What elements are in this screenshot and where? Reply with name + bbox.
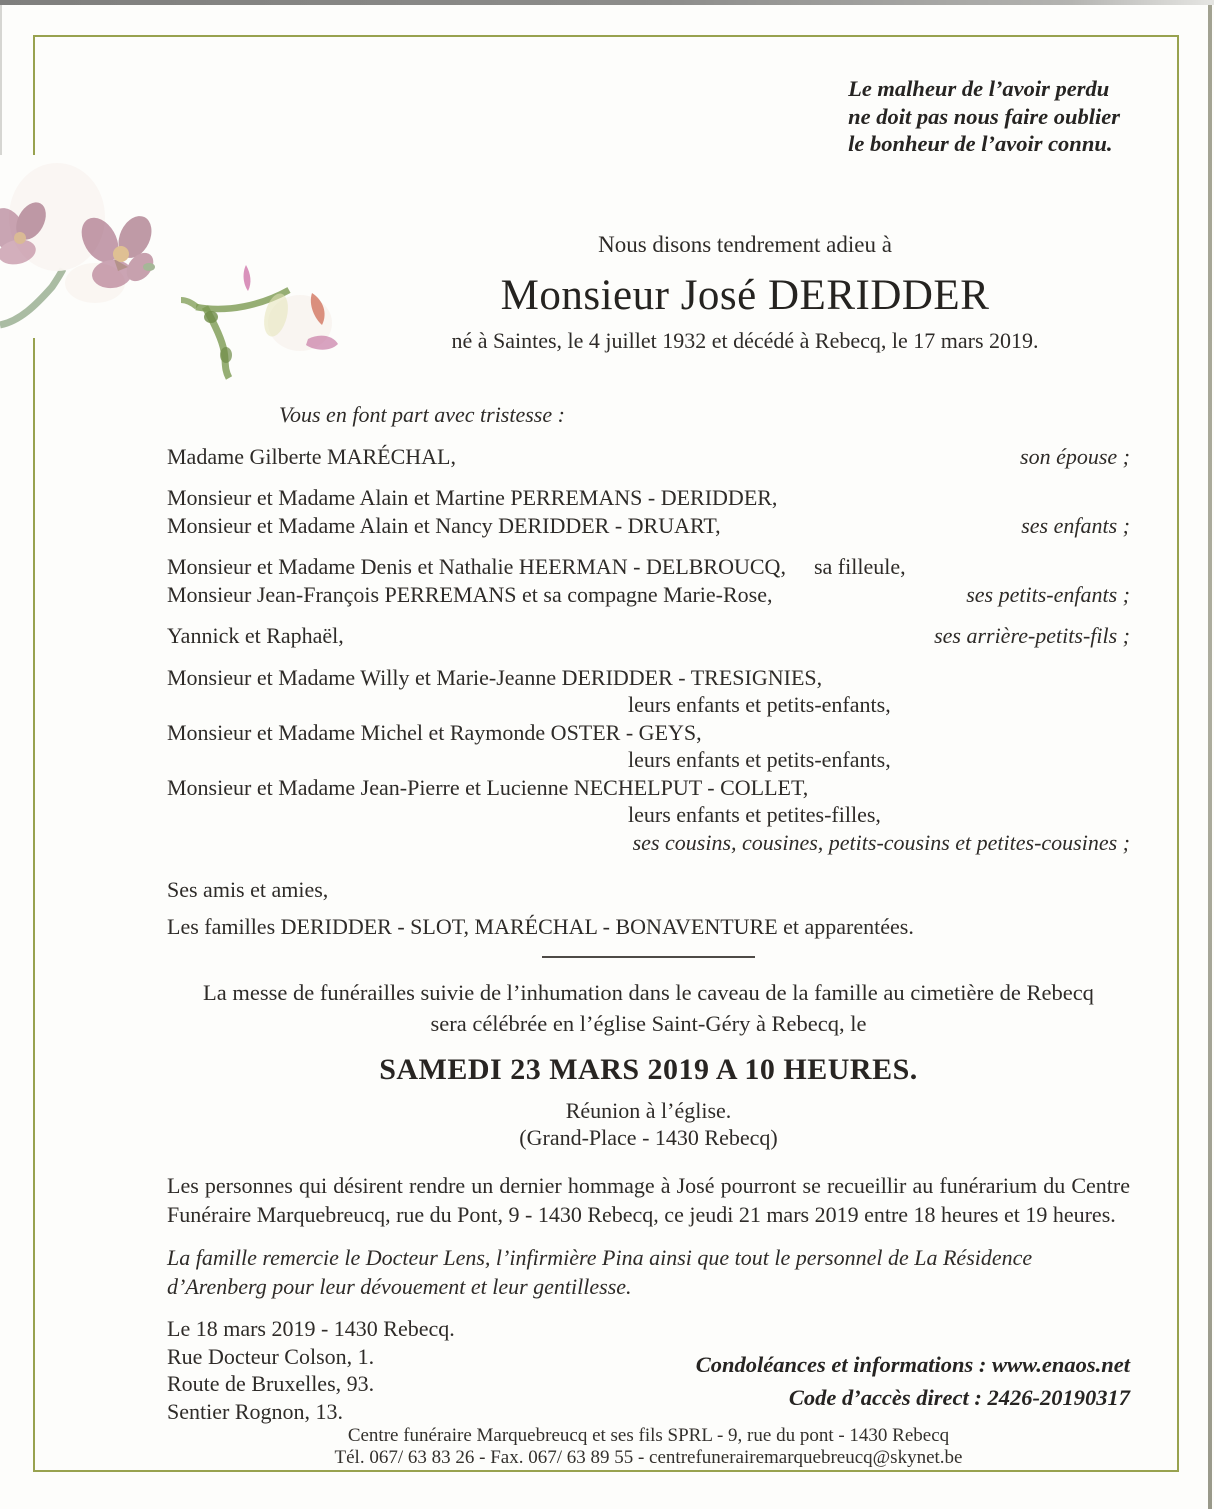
relationship-label: ses cousins, cousines, petits-cousins et petites-cousines ;	[632, 829, 1130, 855]
quote-line: Le malheur de l’avoir perdu	[848, 76, 1110, 101]
scan-edge-right	[1208, 5, 1212, 1509]
section-divider	[542, 956, 755, 958]
address-line: Sentier Rognon, 13.	[167, 1398, 343, 1424]
family-member: Monsieur et Madame Alain et Nancy DERIDDER - DRUART,	[167, 512, 721, 538]
family-group	[167, 553, 1130, 608]
notice-content	[33, 35, 1179, 1472]
family-row	[167, 553, 1130, 581]
family-subrow: leurs enfants et petits-enfants,	[628, 747, 891, 772]
memorial-quote	[848, 75, 1120, 158]
family-row	[167, 512, 1130, 540]
family-row	[167, 443, 1130, 471]
family-member: Monsieur et Madame Denis et Nathalie HEERMAN - DELBROUCQ,	[167, 554, 786, 579]
thanks-paragraph: La famille remercie le Docteur Lens, l’infirmière Pina ainsi que tout le personnel de La Résidence d’Arenberg pour leur dévouement et leur gentillesse.	[167, 1245, 1033, 1299]
relationship-label: son épouse ;	[1020, 443, 1130, 469]
relationship-label: ses petits-enfants ;	[966, 581, 1130, 607]
meeting-line: Réunion à l’église.	[565, 1098, 732, 1123]
family-row	[167, 581, 1130, 609]
bottom-block	[167, 1315, 1130, 1425]
ceremony-line: La messe de funérailles suivie de l’inhumation dans le caveau de la famille au cimetière de Rebecq	[203, 980, 1094, 1005]
family-member: Monsieur et Madame Alain et Martine PERREMANS - DERIDDER,	[167, 485, 778, 510]
dateline: Le 18 mars 2019 - 1430 Rebecq.	[167, 1316, 455, 1341]
family-row	[167, 664, 1130, 692]
birth-death-dates: né à Saintes, le 4 juillet 1932 et décédé à Rebecq, le 17 mars 2019.	[451, 327, 1039, 353]
quote-line: le bonheur de l’avoir connu.	[848, 131, 1113, 156]
family-group	[167, 443, 1130, 471]
scan-edge-top	[0, 0, 1214, 5]
family-row	[167, 774, 1130, 802]
footer-contact: Tél. 067/ 63 83 26 - Fax. 067/ 63 89 55 - centrefunerairemarquebreucq@skynet.be	[334, 1447, 963, 1468]
families-line: Les familles DERIDDER - SLOT, MARÉCHAL - BONAVENTURE et apparentées.	[167, 913, 914, 939]
header	[360, 230, 1130, 355]
family-subrow: leurs enfants et petites-filles,	[628, 802, 881, 827]
visitation-paragraph: Les personnes qui désirent rendre un dernier hommage à José pourront se recueillir au funérarium du Centre Funéraire Marquebreucq, rue du Pont, 9 - 1430 Rebecq, ce jeudi 21 mars 2019 entre 18 heures et 19 heures.	[167, 1173, 1130, 1227]
condolences-block	[696, 1348, 1130, 1414]
family-subrow: leurs enfants et petits-enfants,	[628, 692, 891, 717]
family-member: Monsieur et Madame Jean-Pierre et Lucienne NECHELPUT - COLLET,	[167, 774, 809, 800]
family-member-with-note	[167, 553, 906, 581]
family-member: Yannick et Raphaël,	[167, 623, 344, 648]
family-group	[167, 664, 1130, 857]
funeral-home-footer	[167, 1425, 1130, 1469]
family-member: Monsieur et Madame Willy et Marie-Jeanne DERIDDER - TRESIGNIES,	[167, 664, 823, 690]
family-member: Monsieur Jean-François PERREMANS et sa compagne Marie-Rose,	[167, 581, 773, 607]
footer-address: Centre funéraire Marquebreucq et ses fils SPRL - 9, rue du pont - 1430 Rebecq	[347, 1425, 950, 1446]
family-row	[167, 484, 1130, 512]
dateline-address	[167, 1315, 455, 1425]
family-row	[167, 622, 1130, 650]
meeting-place: (Grand-Place - 1430 Rebecq)	[519, 1125, 778, 1150]
condolences-info: Condoléances et informations : www.enaos.net	[695, 1352, 1130, 1377]
family-member: Madame Gilberte MARÉCHAL,	[167, 443, 456, 469]
address-line: Route de Bruxelles, 93.	[167, 1371, 375, 1396]
ceremony-datetime: SAMEDI 23 MARS 2019 A 10 HEURES.	[379, 1053, 918, 1086]
quote-line: ne doit pas nous faire oublier	[848, 103, 1120, 129]
ceremony-line: sera célébrée en l’église Saint-Géry à Rebecq, le	[430, 1011, 867, 1036]
farewell-intro: Nous disons tendrement adieu à	[598, 231, 892, 257]
friends-line: Ses amis et amies,	[167, 877, 329, 902]
access-code: Code d’accès direct : 2426-20190317	[788, 1385, 1130, 1410]
address-line: Rue Docteur Colson, 1.	[167, 1343, 375, 1369]
family-member: Monsieur et Madame Michel et Raymonde OSTER - GEYS,	[167, 719, 702, 745]
relationship-label: ses enfants ;	[1021, 512, 1130, 538]
family-row	[167, 719, 1130, 747]
relationship-label: ses arrière-petits-fils ;	[934, 623, 1130, 648]
deceased-name: Monsieur José DERIDDER	[500, 271, 990, 319]
family-group	[167, 622, 1130, 650]
relationship-inline: sa filleule,	[813, 554, 906, 579]
ceremony-section	[167, 977, 1130, 1151]
scan-edge-left	[0, 5, 2, 175]
family-group	[167, 484, 1130, 539]
announcement-intro: Vous en font part avec tristesse :	[279, 401, 565, 427]
family-list	[167, 443, 1130, 941]
